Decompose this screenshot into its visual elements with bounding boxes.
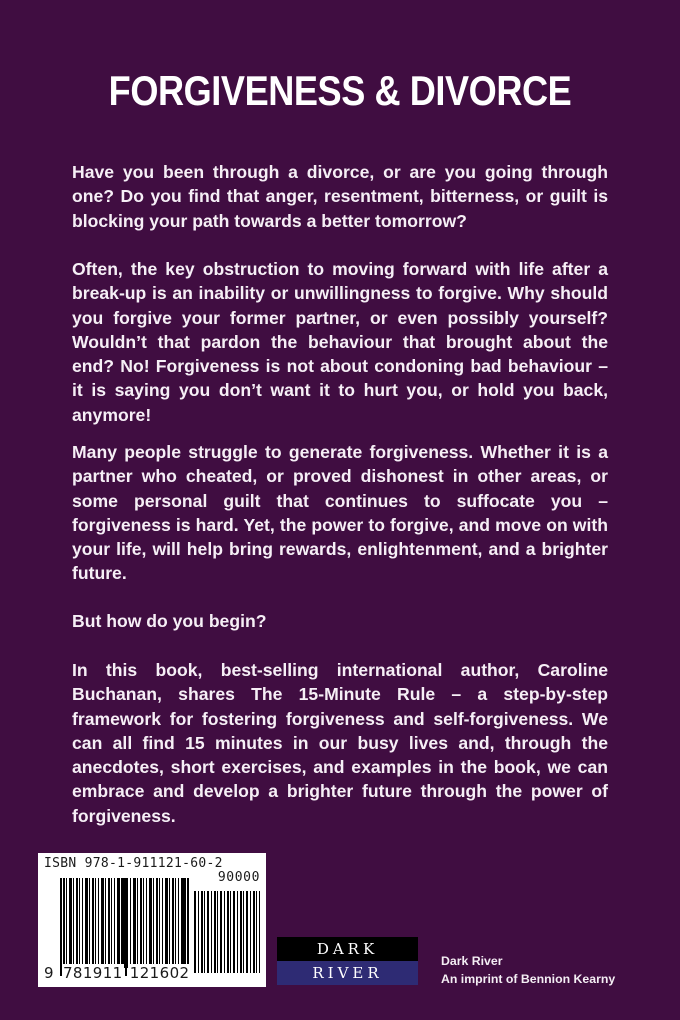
barcode-bars-icon [60,878,188,968]
imprint-parent: An imprint of Bennion Kearny [441,972,616,986]
isbn-barcode [38,853,266,987]
barcode-guard-left [60,878,62,976]
blurb-paragraph-5 [72,658,608,828]
book-title: FORGIVENESS & DIVORCE [108,67,572,114]
publisher-imprint [441,952,615,988]
paragraph-text: Many people struggle to generate forgiveness. Whether it is a partner who cheated, or proved dishonest in other areas, or some personal guilt that continues to suffocate you – forgiveness is hard. Yet, the power to forgive, and move on with your life, will help bring rewards, enlightenment, and a brighter future. [72,442,608,584]
barcode-digit-group: 781911 [62,964,123,982]
paragraph-text: But how do you begin? [72,611,267,631]
paragraph-text: In this book, best-selling international author, Caroline Buchanan, shares The 15-Minute Rule – a step-by-step framework for fostering forgiveness and self-forgiveness. We can all find 15 minutes in our busy lives and, through the anecdotes, short exercises, and examples in the book, we can embrace and develop a brighter future through the power of forgiveness. [72,660,608,826]
barcode-guard-center [122,878,124,976]
barcode-digit-group: 121602 [129,964,190,982]
blurb-paragraph-1 [72,160,608,233]
barcode-digits [44,964,192,982]
barcode-guard-center [125,878,127,976]
blurb-paragraph-3 [72,440,608,586]
dark-river-logo [277,937,418,985]
paragraph-text: Often, the key obstruction to moving forward with life after a break-up is an inability or unwillingness to forgive. Why should you forgive your former partner, or even possibly yourself? Wouldn’t that pardon the behaviour that brought about the end? No! Forgiveness is not about condoning bad behaviour – it is saying you don’t want it to hurt you, or hold you back, anymore! [72,259,608,425]
logo-bottom-band: RIVER [277,961,418,985]
paragraph-text: Have you been through a divorce, or are you going through one? Do you find that anger, resentment, bitterness, or guilt is blocking your path towards a better tomorrow? [72,162,608,231]
blurb-question [72,609,608,633]
barcode-lead-digit: 9 [44,964,54,982]
barcode-guard-right [187,878,189,976]
isbn-label: ISBN 978-1-911121-60-2 [44,856,223,871]
barcode-guard-right [184,878,186,976]
price-code: 90000 [217,870,260,885]
blurb-paragraph-2 [72,257,608,427]
imprint-name: Dark River [441,954,503,968]
barcode-guard-left [63,878,65,976]
barcode-addon-bars-icon [194,891,260,973]
logo-top-band: DARK [277,937,418,961]
